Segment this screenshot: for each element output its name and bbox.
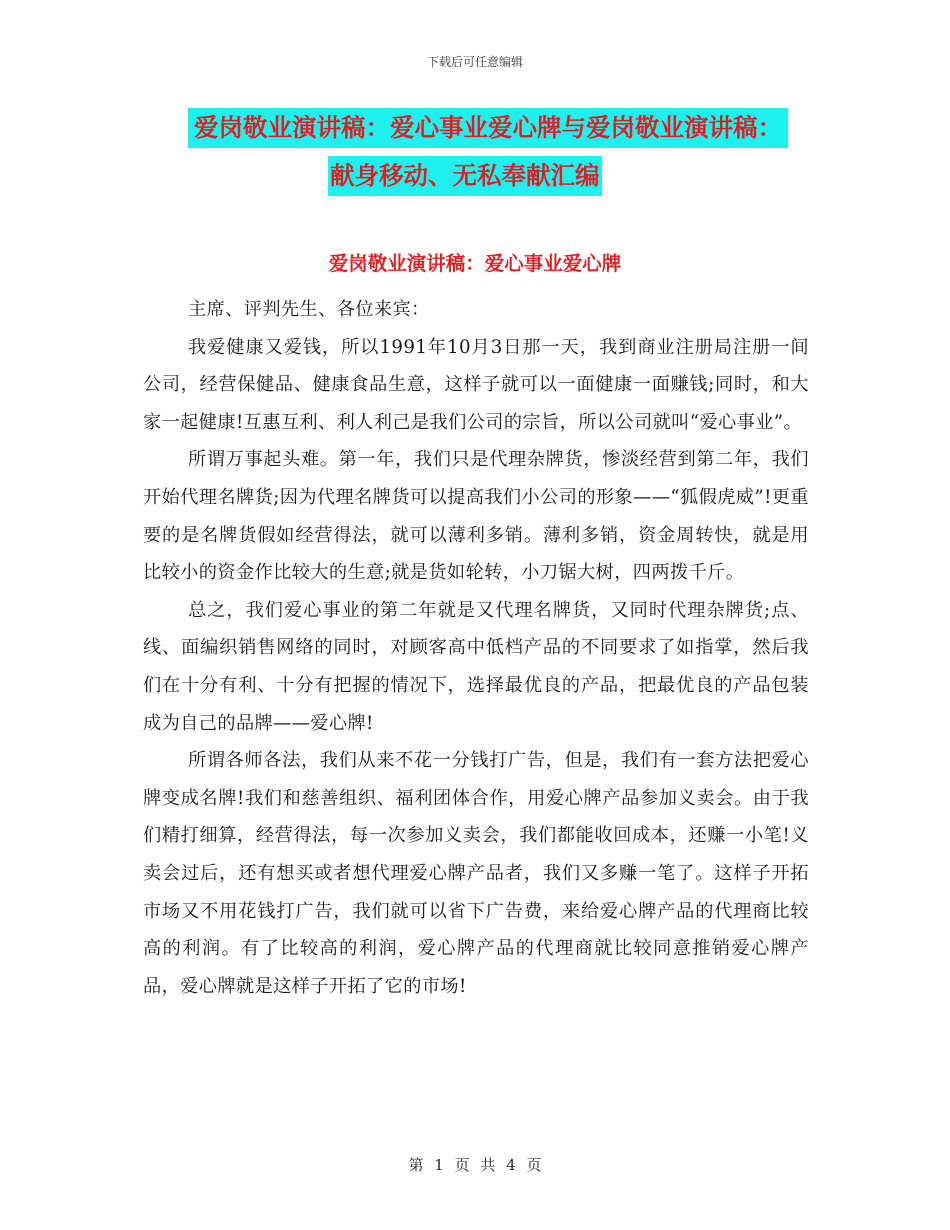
- page-number-footer: 第 1 页 共 4 页: [408, 1156, 542, 1174]
- paragraph: 我爱健康又爱钱，所以1991年10月3日那一天，我到商业注册局注册一间公司，经营保健品、健康食品生意，这样子就可以一面健康一面赚钱;同时，和大家一起健康!互惠互利、利人利己是我们公司的宗旨，所以公司就叫“爱心事业”。: [143, 336, 809, 433]
- paragraph: 所谓万事起头难。第一年，我们只是代理杂牌货，惨淡经营到第二年，我们开始代理名牌货;因为代理名牌货可以提高我们小公司的形象——“狐假虎威”!更重要的是名牌货假如经营得法，就可以薄利多销。薄利多销，资金周转快，就是用比较小的资金作比较大的生意;就是货如轮转，小刀锯大树，四两拨千斤。: [143, 449, 809, 584]
- document-title-line-1: 爱岗敬业演讲稿：爱心事业爱心牌与爱岗敬业演讲稿：: [188, 108, 788, 148]
- paragraph: 所谓各师各法，我们从来不花一分钱打广告，但是，我们有一套方法把爱心牌变成名牌!我们和慈善组织、福利团体合作，用爱心牌产品参加义卖会。由于我们精打细算，经营得法，每一次参加义卖会，我们都能收回成本，还赚一小笔!义卖会过后，还有想买或者想代理爱心牌产品者，我们又多赚一笔了。这样子开拓市场又不用花钱打广告，我们就可以省下广告费，来给爱心牌产品的代理商比较高的利润。有了比较高的利润，爱心牌产品的代理商就比较同意推销爱心牌产品，爱心牌就是这样子开拓了它的市场!: [143, 750, 809, 997]
- section-heading: 爱岗敬业演讲稿：爱心事业爱心牌: [328, 252, 622, 275]
- body-text: [143, 291, 809, 1005]
- header-note: 下载后可任意编辑: [426, 55, 523, 69]
- document-title-line-2: 献身移动、无私奉献汇编: [328, 156, 602, 196]
- paragraph-salutation: 主席、评判先生、各位来宾：: [188, 299, 430, 320]
- paragraph: 总之，我们爱心事业的第二年就是又代理名牌货，又同时代理杂牌货;点、线、面编织销售网络的同时，对顾客高中低档产品的不同要求了如指掌，然后我们在十分有利、十分有把握的情况下，选择最优良的产品，把最优良的产品包装成为自己的品牌——爱心牌!: [143, 599, 809, 734]
